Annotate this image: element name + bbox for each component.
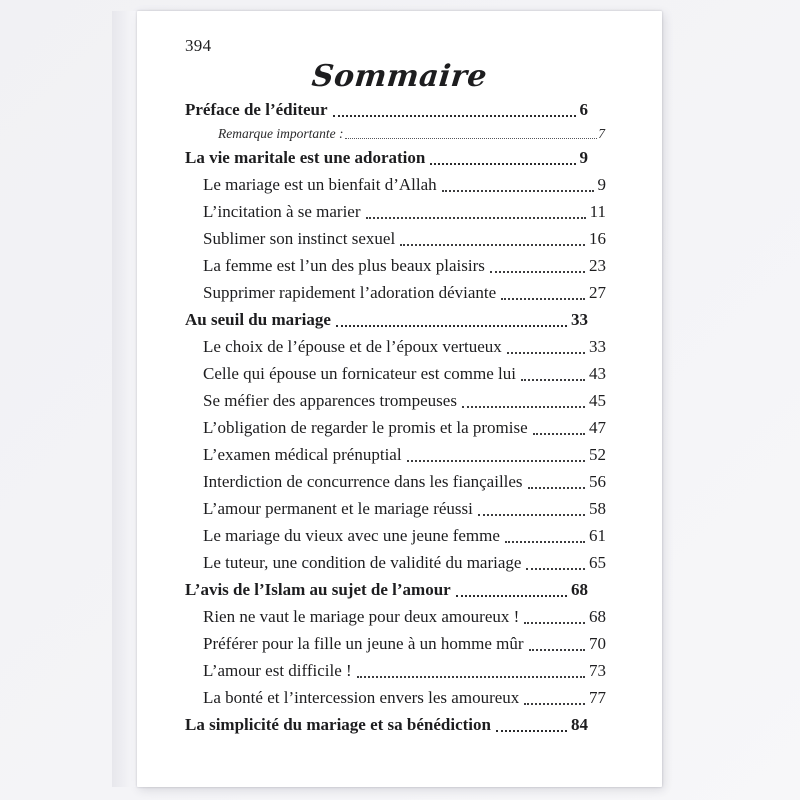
toc-entry-label: Préface de l’éditeur [185, 100, 328, 119]
toc-entry-page: 73 [589, 661, 606, 680]
toc-entry [203, 171, 606, 198]
toc-entry [185, 96, 606, 123]
dotted-leader [430, 163, 575, 165]
dotted-leader [462, 406, 585, 408]
toc-entry-label: Au seuil du mariage [185, 310, 331, 329]
toc-title: Sommaire [310, 59, 489, 94]
toc-entry [203, 414, 606, 441]
toc-entry-label: Sublimer son instinct sexuel [203, 229, 396, 248]
toc-entry [203, 657, 606, 684]
dotted-leader [478, 514, 585, 516]
toc-entry-label: L’obligation de regarder le promis et la promise [203, 418, 528, 437]
toc-entry-label: Se méfier des apparences trompeuses [203, 391, 457, 410]
dotted-leader [507, 352, 585, 354]
toc-entry-label: Préférer pour la fille un jeune à un homme mûr [203, 634, 524, 653]
toc-entry-page: 68 [589, 607, 606, 626]
dotted-leader [366, 217, 586, 219]
toc-entry [203, 441, 606, 468]
toc-entry [203, 603, 606, 630]
dotted-leader [400, 244, 585, 246]
dotted-leader [529, 649, 585, 651]
dotted-leader [521, 379, 585, 381]
toc-entry [185, 144, 606, 171]
toc-entry [185, 576, 606, 603]
dotted-leader [357, 676, 585, 678]
dotted-leader [524, 622, 585, 624]
toc-entry-page: 61 [589, 526, 606, 545]
toc-entry-page: 16 [589, 229, 606, 248]
dotted-leader [501, 298, 585, 300]
toc-entry-page: 11 [589, 202, 606, 221]
dotted-leader [524, 703, 585, 705]
toc-entry-label: Remarque importante : [218, 126, 344, 141]
toc-entry [203, 333, 606, 360]
toc-entry-page: 70 [589, 634, 606, 653]
dotted-leader [533, 433, 585, 435]
toc-entry [185, 711, 606, 738]
table-of-contents [185, 96, 606, 738]
toc-entry-label: Rien ne vaut le mariage pour deux amoureux ! [203, 607, 520, 626]
dotted-leader [528, 487, 585, 489]
toc-entry-label: L’examen médical prénuptial [203, 445, 402, 464]
toc-entry [203, 495, 606, 522]
toc-entry-page: 23 [589, 256, 606, 275]
toc-entry-page: 68 [571, 580, 588, 599]
toc-entry-page: 45 [589, 391, 606, 410]
book-page [137, 11, 662, 787]
dotted-leader [526, 568, 585, 570]
toc-entry-label: Le choix de l’épouse et de l’époux vertueux [203, 337, 502, 356]
dotted-leader [345, 138, 597, 139]
dotted-leader [336, 325, 567, 327]
toc-entry [203, 549, 606, 576]
toc-entry-label: Supprimer rapidement l’adoration déviante [203, 283, 497, 302]
page-number: 394 [185, 36, 212, 55]
toc-entry-page: 52 [589, 445, 606, 464]
toc-entry [218, 123, 606, 144]
toc-entry-label: Le tuteur, une condition de validité du mariage [203, 553, 522, 572]
dotted-leader [490, 271, 585, 273]
toc-entry-label: L’avis de l’Islam au sujet de l’amour [185, 580, 451, 599]
dotted-leader [407, 460, 585, 462]
toc-entry-page: 33 [571, 310, 588, 329]
toc-entry-label: Le mariage du vieux avec une jeune femme [203, 526, 500, 545]
toc-entry [203, 252, 606, 279]
toc-entry-label: La vie maritale est une adoration [185, 148, 426, 167]
toc-entry-page: 43 [589, 364, 606, 383]
toc-entry-label: La bonté et l’intercession envers les amoureux [203, 688, 520, 707]
toc-entry-page: 27 [589, 283, 606, 302]
toc-entry-label: L’incitation à se marier [203, 202, 361, 221]
toc-entry [203, 522, 606, 549]
toc-entry-page: 65 [589, 553, 606, 572]
toc-entry-page: 56 [589, 472, 606, 491]
toc-entry-label: La simplicité du mariage et sa bénédiction [185, 715, 491, 734]
toc-entry [185, 306, 606, 333]
dotted-leader [456, 595, 567, 597]
toc-entry [203, 198, 606, 225]
toc-entry-page: 58 [589, 499, 606, 518]
toc-entry-label: L’amour est difficile ! [203, 661, 352, 680]
toc-entry [203, 225, 606, 252]
toc-entry [203, 630, 606, 657]
toc-entry-page: 33 [589, 337, 606, 356]
dotted-leader [333, 115, 576, 117]
toc-entry [203, 387, 606, 414]
dotted-leader [496, 730, 567, 732]
toc-entry-label: L’amour permanent et le mariage réussi [203, 499, 473, 518]
toc-entry-page: 6 [579, 100, 588, 119]
toc-entry-label: Interdiction de concurrence dans les fiançailles [203, 472, 523, 491]
dotted-leader [442, 190, 594, 192]
toc-entry [203, 684, 606, 711]
toc-entry [203, 360, 606, 387]
toc-entry [203, 279, 606, 306]
toc-entry-page: 9 [597, 175, 606, 194]
toc-entry-label: Le mariage est un bienfait d’Allah [203, 175, 437, 194]
book-page-edge [112, 11, 139, 787]
toc-entry-page: 7 [598, 126, 605, 141]
toc-entry-page: 47 [589, 418, 606, 437]
toc-entry-page: 77 [589, 688, 606, 707]
dotted-leader [505, 541, 585, 543]
toc-entry-label: La femme est l’un des plus beaux plaisirs [203, 256, 485, 275]
toc-entry-label: Celle qui épouse un fornicateur est comme lui [203, 364, 516, 383]
toc-entry [203, 468, 606, 495]
toc-entry-page: 9 [579, 148, 588, 167]
toc-entry-page: 84 [571, 715, 588, 734]
